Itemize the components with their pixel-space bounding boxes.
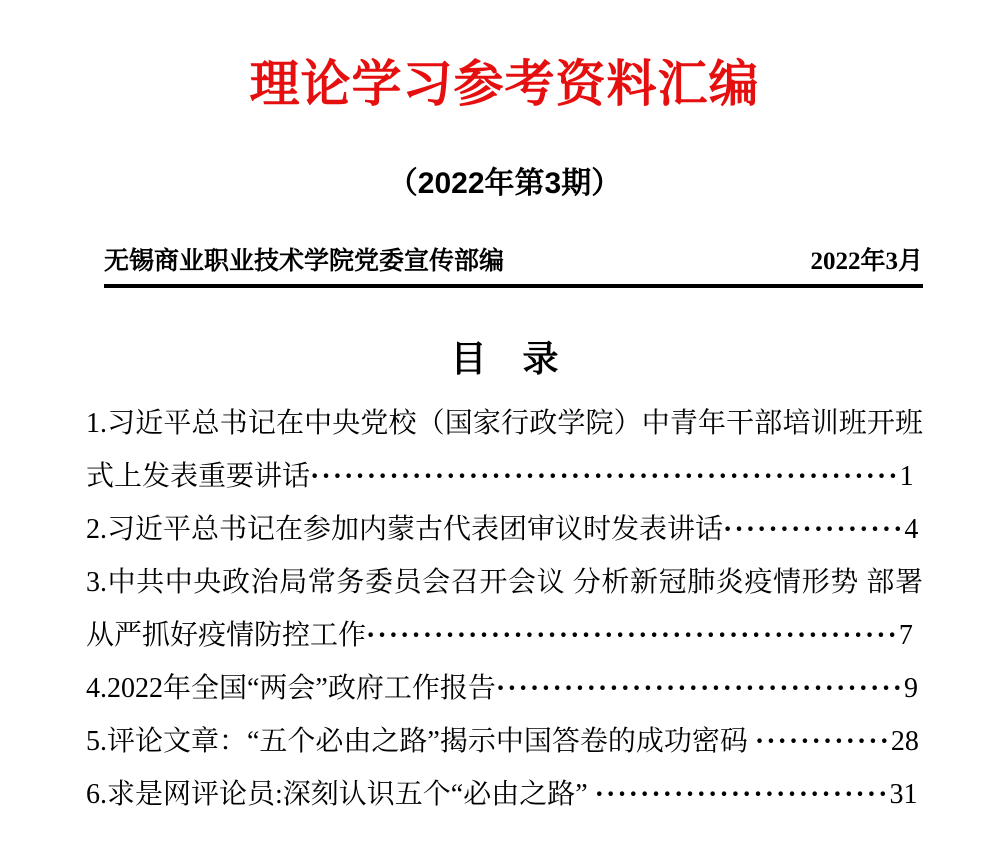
toc-entry-text: 2.习近平总书记在参加内蒙古代表团审议时发表讲话 — [86, 513, 724, 545]
toc-entry — [86, 715, 923, 768]
toc-page-number: 7 — [898, 619, 913, 651]
toc-page-number: 4 — [904, 513, 919, 545]
toc-entry — [86, 503, 923, 556]
toc-page-number: 31 — [889, 778, 918, 810]
toc-entry — [86, 397, 923, 503]
toc-page-number: 9 — [904, 672, 919, 704]
document-title: 理论学习参考资料汇编 — [249, 56, 760, 112]
toc-leader-dots: ···································· — [495, 672, 905, 704]
toc-leader-dots: ················ — [723, 513, 905, 545]
toc-entry-text: 3.中共中央政治局常务委员会召开会议 分析新冠肺炎疫情形势 部署从严抓好疫情防控工作 — [86, 566, 923, 651]
toc-page-number: 1 — [899, 460, 914, 492]
masthead-row — [104, 246, 923, 288]
toc-entry-text: 4.2022年全国“两会”政府工作报告 — [86, 672, 496, 704]
issue-line: （2022年第3期） — [387, 166, 622, 200]
toc-heading: 目 录 — [450, 338, 559, 379]
toc-entry-text: 5.评论文章：“五个必由之路”揭示中国答卷的成功密码 — [86, 725, 755, 757]
toc-leader-dots: ···················································· — [310, 460, 900, 492]
toc-entry-text: 6.求是网评论员:深刻认识五个“必由之路” — [86, 778, 595, 810]
toc-list — [86, 397, 923, 821]
toc-leader-dots: ·························· — [594, 778, 890, 810]
toc-leader-dots: ············ — [754, 725, 891, 757]
toc-entry — [86, 662, 923, 715]
toc-entry-text: 1.习近平总书记在中央党校（国家行政学院）中青年干部培训班开班式上发表重要讲话 — [86, 407, 923, 492]
publisher-name: 无锡商业职业技术学院党委宣传部编 — [104, 247, 505, 275]
toc-leader-dots: ··············································· — [366, 619, 899, 651]
toc-entry — [86, 768, 923, 821]
toc-page-number: 28 — [890, 725, 919, 757]
toc-entry — [86, 556, 923, 662]
publish-date: 2022年3月 — [810, 247, 923, 275]
